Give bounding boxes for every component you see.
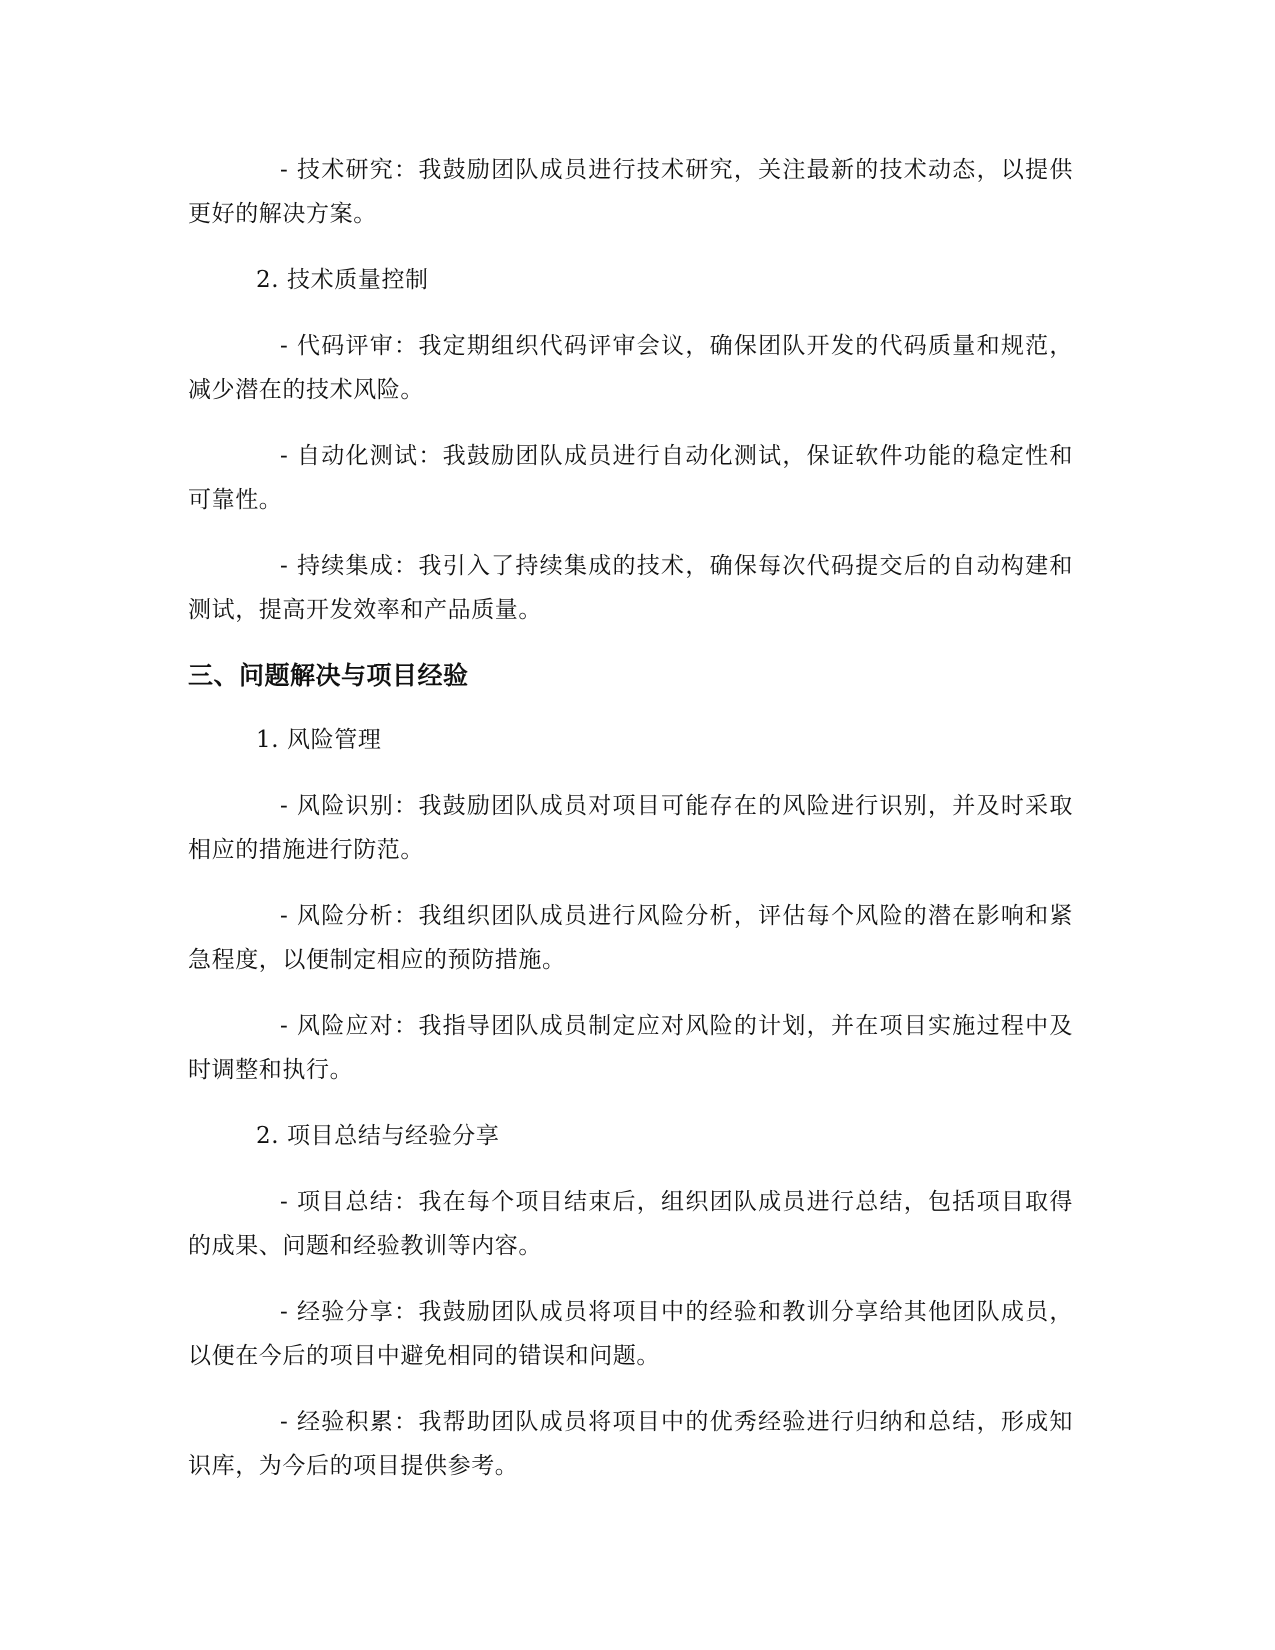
paragraph-risk-response: - 风险应对：我指导团队成员制定应对风险的计划，并在项目实施过程中及时调整和执行。 <box>188 1013 1073 1083</box>
paragraph-tech-research: - 技术研究：我鼓励团队成员进行技术研究，关注最新的技术动态，以提供更好的解决方案。 <box>188 157 1073 227</box>
paragraph-experience-sharing: - 经验分享：我鼓励团队成员将项目中的经验和教训分享给其他团队成员，以便在今后的项目中避免相同的错误和问题。 <box>188 1299 1073 1369</box>
paragraph-risk-analysis: - 风险分析：我组织团队成员进行风险分析，评估每个风险的潜在影响和紧急程度，以便制定相应的预防措施。 <box>188 903 1073 973</box>
paragraph-project-summary: - 项目总结：我在每个项目结束后，组织团队成员进行总结，包括项目取得的成果、问题和经验教训等内容。 <box>188 1189 1073 1259</box>
list-item-risk-management: 1. 风险管理 <box>256 727 382 753</box>
list-item-project-summary-sharing: 2. 项目总结与经验分享 <box>256 1123 500 1149</box>
paragraph-risk-identification: - 风险识别：我鼓励团队成员对项目可能存在的风险进行识别，并及时采取相应的措施进行防范。 <box>188 793 1073 863</box>
document-body <box>188 148 1073 1510</box>
paragraph-experience-accumulation: - 经验积累：我帮助团队成员将项目中的优秀经验进行归纳和总结，形成知识库，为今后的项目提供参考。 <box>188 1409 1073 1479</box>
list-item-tech-quality-control: 2. 技术质量控制 <box>256 267 429 293</box>
paragraph-code-review: - 代码评审：我定期组织代码评审会议，确保团队开发的代码质量和规范，减少潜在的技术风险。 <box>188 333 1073 403</box>
paragraph-continuous-integration: - 持续集成：我引入了持续集成的技术，确保每次代码提交后的自动构建和测试，提高开发效率和产品质量。 <box>188 553 1073 623</box>
paragraph-automated-testing: - 自动化测试：我鼓励团队成员进行自动化测试，保证软件功能的稳定性和可靠性。 <box>188 443 1073 513</box>
section-heading-problem-solving: 三、问题解决与项目经验 <box>188 661 469 690</box>
